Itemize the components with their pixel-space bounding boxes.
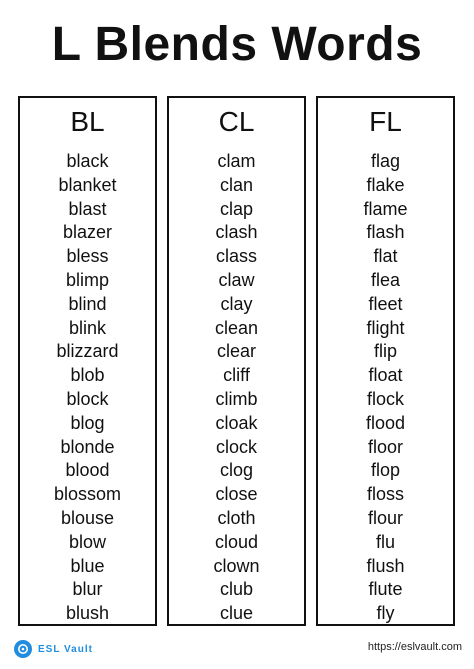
word-item: clay xyxy=(220,293,253,314)
word-item: clan xyxy=(219,174,254,195)
word-item: flame xyxy=(363,198,408,219)
word-item: fleet xyxy=(368,293,403,314)
word-item: clog xyxy=(219,460,254,481)
word-item: flood xyxy=(365,412,406,433)
word-item: clam xyxy=(217,151,256,171)
word-item: fly xyxy=(376,603,395,624)
word-list xyxy=(169,150,304,626)
site-url-link[interactable]: https://eslvault.com xyxy=(367,641,462,653)
word-item: cloak xyxy=(215,412,258,433)
word-item: flat xyxy=(373,246,398,267)
word-item: flash xyxy=(366,222,405,243)
word-item: climb xyxy=(215,388,258,409)
word-item: blind xyxy=(68,293,107,314)
word-item: blur xyxy=(72,579,103,600)
word-item: blanket xyxy=(58,174,117,195)
word-item: club xyxy=(219,579,254,600)
word-item: clash xyxy=(215,222,258,243)
word-item: claw xyxy=(218,269,255,290)
word-item: flip xyxy=(373,341,397,362)
word-item: clock xyxy=(215,436,257,457)
word-item: float xyxy=(368,365,403,386)
word-item: clue xyxy=(219,603,254,624)
word-item: clap xyxy=(219,198,254,219)
word-item: blush xyxy=(65,603,110,624)
word-item: blast xyxy=(68,198,107,219)
word-item: cliff xyxy=(223,365,250,386)
word-item: blow xyxy=(68,531,107,552)
word-column-fl xyxy=(316,96,455,626)
word-item: flake xyxy=(366,174,405,195)
word-item: clean xyxy=(214,317,259,338)
word-item: flag xyxy=(370,151,401,171)
word-item: floss xyxy=(366,484,404,505)
word-item: cloth xyxy=(217,507,256,528)
word-item: blossom xyxy=(53,484,122,505)
word-item: blue xyxy=(70,555,105,576)
word-item: flea xyxy=(370,269,401,290)
word-item: floor xyxy=(367,436,403,457)
column-header: CL xyxy=(218,106,255,137)
word-item: cloud xyxy=(214,531,259,552)
word-item: blazer xyxy=(62,222,113,243)
column-header: FL xyxy=(369,106,402,137)
word-item: flu xyxy=(375,531,395,552)
word-item: flute xyxy=(368,579,403,600)
word-column-bl xyxy=(18,96,157,626)
word-item: blood xyxy=(65,460,110,481)
word-item: flight xyxy=(366,317,405,338)
word-item: flush xyxy=(366,555,405,576)
word-item: block xyxy=(66,388,109,409)
word-item: clear xyxy=(216,341,256,362)
word-item: black xyxy=(66,151,109,171)
word-list xyxy=(20,150,155,626)
word-item: flock xyxy=(366,388,404,409)
word-item: blonde xyxy=(60,436,115,457)
word-item: bless xyxy=(66,246,109,267)
word-item: flour xyxy=(367,507,403,528)
word-item: clown xyxy=(213,555,260,576)
word-item: flop xyxy=(370,460,401,481)
word-item: blouse xyxy=(60,507,115,528)
word-item: blob xyxy=(70,365,105,386)
word-item: class xyxy=(215,246,257,267)
word-item: blizzard xyxy=(56,341,119,362)
column-header: BL xyxy=(70,106,105,137)
brand-logo[interactable] xyxy=(14,638,93,660)
vault-icon xyxy=(14,640,32,658)
word-item: blog xyxy=(70,412,105,433)
word-list xyxy=(318,150,453,626)
word-column-cl xyxy=(167,96,306,626)
word-item: close xyxy=(215,484,258,505)
brand-name: ESL Vault xyxy=(38,643,93,655)
page-title: L Blends Words xyxy=(51,18,423,71)
word-item: blimp xyxy=(65,269,109,290)
word-item: blink xyxy=(68,317,107,338)
